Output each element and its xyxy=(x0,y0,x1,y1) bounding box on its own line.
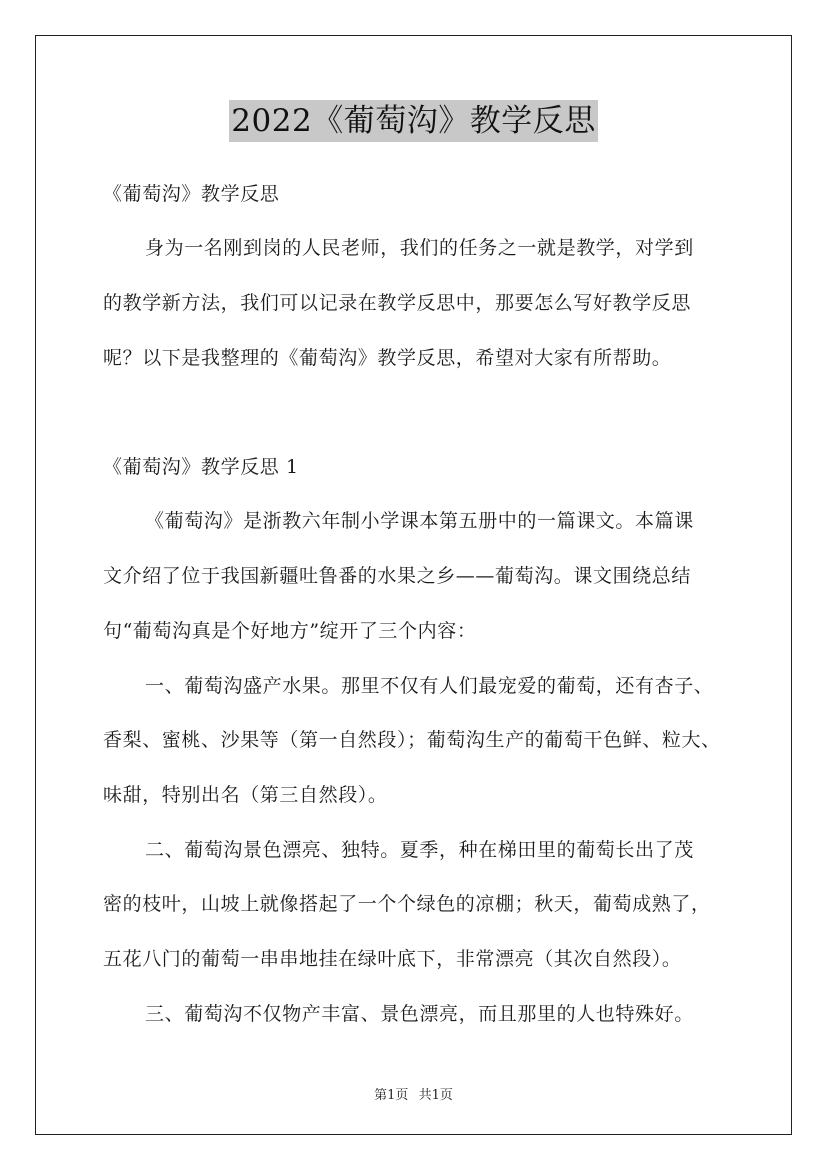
paragraph-line: 一、葡萄沟盛产水果。那里不仅有人们最宠爱的葡萄，还有杏子、 xyxy=(145,675,714,697)
paragraph-line: 《葡萄沟》是浙教六年制小学课本第五册中的一篇课文。本篇课 xyxy=(145,510,694,532)
document-subtitle: 《葡萄沟》教学反思 xyxy=(103,183,280,205)
section-heading: 《葡萄沟》教学反思 1 xyxy=(103,456,299,478)
paragraph-line: 句“葡萄沟真是个好地方”绽开了三个内容： xyxy=(103,620,477,642)
intro-line: 的教学新方法，我们可以记录在教学反思中，那要怎么写好教学反思 xyxy=(103,292,692,314)
page-footer xyxy=(0,1084,827,1103)
paragraph-line: 味甜，特别出名（第三自然段）。 xyxy=(103,784,388,806)
document-title xyxy=(0,100,827,142)
paragraph-line: 二、葡萄沟景色漂亮、独特。夏季，种在梯田里的葡萄长出了茂 xyxy=(145,839,694,861)
paragraph-line: 香梨、蜜桃、沙果等（第一自然段）；葡萄沟生产的葡萄干色鲜、粒大、 xyxy=(103,729,721,751)
page-number: 第1页 xyxy=(374,1088,409,1103)
intro-line: 呢？以下是我整理的《葡萄沟》教学反思，希望对大家有所帮助。 xyxy=(103,347,672,369)
paragraph-line: 五花八门的葡萄一串串地挂在绿叶底下，非常漂亮（其次自然段）。 xyxy=(103,948,682,970)
page-total: 共1页 xyxy=(418,1088,453,1103)
document-title-text: 2022《葡萄沟》教学反思 xyxy=(229,100,597,142)
paragraph-line: 三、葡萄沟不仅物产丰富、景色漂亮，而且那里的人也特殊好。 xyxy=(145,1003,694,1025)
intro-line: 身为一名刚到岗的人民老师，我们的任务之一就是教学，对学到 xyxy=(145,237,694,259)
paragraph-line: 文介绍了位于我国新疆吐鲁番的水果之乡——葡萄沟。课文围绕总结 xyxy=(103,565,692,587)
paragraph-line: 密的枝叶，山坡上就像搭起了一个个绿色的凉棚；秋天，葡萄成熟了， xyxy=(103,893,711,915)
